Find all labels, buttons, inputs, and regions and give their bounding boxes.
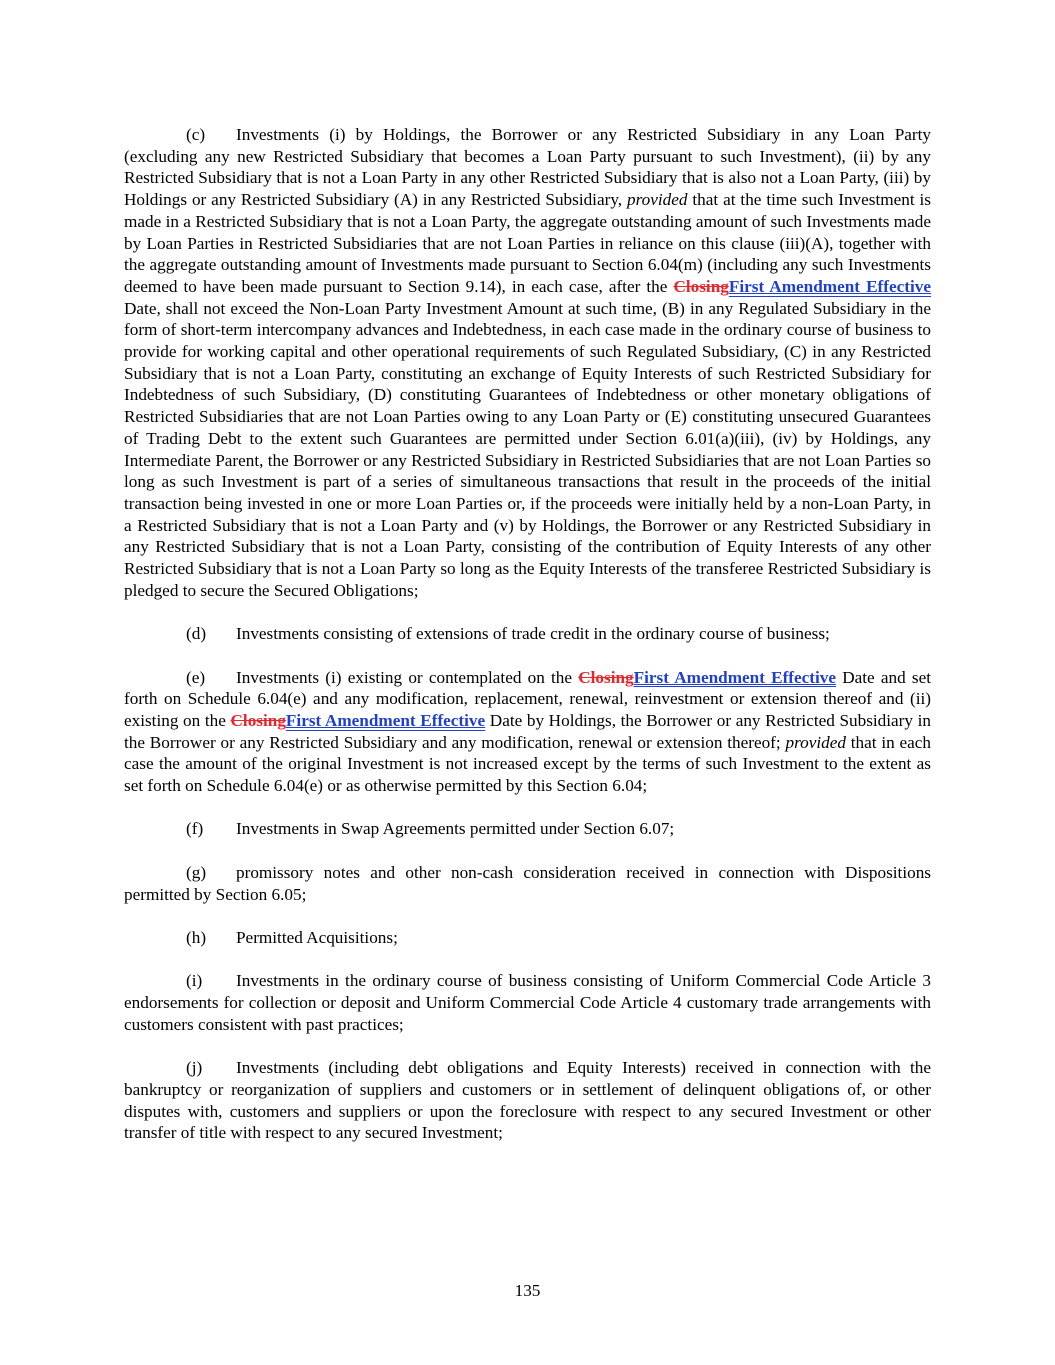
inserted-text: First Amendment Effective <box>633 667 837 687</box>
inserted-text: First Amendment Effective <box>728 276 931 296</box>
paragraph-text: Investments in Swap Agreements permitted under Section 6.07; <box>236 819 675 839</box>
paragraph-d <box>124 623 931 645</box>
paragraph-text: Permitted Acquisitions; <box>236 927 398 947</box>
deleted-text: Closing <box>578 667 634 687</box>
deleted-text: Closing <box>673 276 729 296</box>
paragraph-h <box>124 927 931 949</box>
paragraph-text: Date and set forth on Schedule 6.04(e) and any modification, replacement, renewal, reinvestment or extension thereof and (ii) existing on the <box>124 667 931 730</box>
paragraph-label: (g) <box>186 862 207 882</box>
paragraph-text: Investments (including debt obligations and Equity Interests) received in connection with the bankruptcy or reorganization of suppliers and customers or in settlement of delinquent obligations of, or other disputes with, customers and suppliers or upon the foreclosure with respect to any secured Investment or other transfer of title with respect to any secured Investment; <box>124 1058 931 1143</box>
deleted-text: Closing <box>230 710 286 730</box>
paragraph-text: Investments (i) by Holdings, the Borrower or any Restricted Subsidiary in any Loan Party (excluding any new Restricted Subsidiary that becomes a Loan Party pursuant to such Investment), (ii) by any Restricted Subsidiary that is not a Loan Party in any other Restricted Subsidiary that is also not a Loan Party, (iii) by Holdings or any Restricted Subsidiary (A) in any Restricted Subsidiary, <box>124 125 931 210</box>
paragraph-c <box>124 124 931 601</box>
paragraph-text: Date by Holdings, the Borrower or any Restricted Subsidiary in the Borrower or any Restricted Subsidiary and any modification, renewal or extension thereof; <box>124 710 931 752</box>
paragraph-label: (i) <box>186 971 203 991</box>
paragraph-label: (e) <box>186 667 206 687</box>
page-number: 135 <box>514 1281 541 1300</box>
paragraph-text: promissory notes and other non-cash consideration received in connection with Dispositions permitted by Section 6.05; <box>124 862 931 904</box>
paragraph-text: that at the time such Investment is made in a Restricted Subsidiary that is not a Loan Party, the aggregate outstanding amount of such Investments made by Loan Parties in Restricted Subsidiaries that are not Loan Parties in reliance on this clause (iii)(A), together with the aggregate outstanding amount of Investments made pursuant to Section 6.04(m) (including any such Investments deemed to have been made pursuant to Section 9.14), in each case, after the <box>124 190 931 296</box>
paragraph-e <box>124 667 931 797</box>
document-body <box>124 124 931 1166</box>
paragraph-j <box>124 1057 931 1144</box>
paragraph-text: Investments in the ordinary course of business consisting of Uniform Commercial Code Article 3 endorsements for collection or deposit and Uniform Commercial Code Article 4 customary trade arrangements with customers consistent with past practices; <box>124 971 931 1034</box>
paragraph-i <box>124 970 931 1035</box>
paragraph-label: (d) <box>186 624 207 644</box>
paragraph-text: Investments (i) existing or contemplated on the <box>236 667 579 687</box>
emphasis-provided: provided <box>785 732 846 752</box>
inserted-text: First Amendment Effective <box>285 710 486 730</box>
paragraph-f <box>124 818 931 840</box>
paragraph-label: (f) <box>186 819 204 839</box>
paragraph-label: (j) <box>186 1058 203 1078</box>
paragraph-text: Date, shall not exceed the Non-Loan Party Investment Amount at such time, (B) in any Regulated Subsidiary in the form of short-term intercompany advances and Indebtedness, in each case made in the ordinary course of business to provide for working capital and other operational requirements of such Regulated Subsidiary, (C) in any Restricted Subsidiary that is not a Loan Party, constituting an exchange of Equity Interests of such Restricted Subsidiary for Indebtedness of such Subsidiary, (D) constituting Guarantees of Indebtedness or other monetary obligations of Restricted Subsidiaries that are not Loan Parties owing to any Loan Party or (E) constituting unsecured Guarantees of Trading Debt to the extent such Guarantees are permitted under Section 6.01(a)(iii), (iv) by Holdings, any Intermediate Parent, the Borrower or any Restricted Subsidiary in Restricted Subsidiaries that are not Loan Parties so long as such Investment is part of a series of simultaneous transactions that result in the proceeds of the initial transaction being invested in one or more Loan Parties or, if the proceeds were initially held by a non-Loan Party, in a Restricted Subsidiary that is not a Loan Party and (v) by Holdings, the Borrower or any Restricted Subsidiary in any Restricted Subsidiary that is not a Loan Party, consisting of the contribution of Equity Interests of any other Restricted Subsidiary that is not a Loan Party so long as the Equity Interests of the transferee Restricted Subsidiary is pledged to secure the Secured Obligations; <box>124 298 931 600</box>
paragraph-g <box>124 862 931 905</box>
emphasis-provided: provided <box>627 190 688 210</box>
paragraph-label: (c) <box>186 125 206 144</box>
paragraph-text: Investments consisting of extensions of trade credit in the ordinary course of business; <box>236 624 830 644</box>
paragraph-text: that in each case the amount of the original Investment is not increased except by the terms of such Investment to the extent as set forth on Schedule 6.04(e) or as otherwise permitted by this Section 6.04; <box>124 732 931 796</box>
paragraph-label: (h) <box>186 927 207 947</box>
